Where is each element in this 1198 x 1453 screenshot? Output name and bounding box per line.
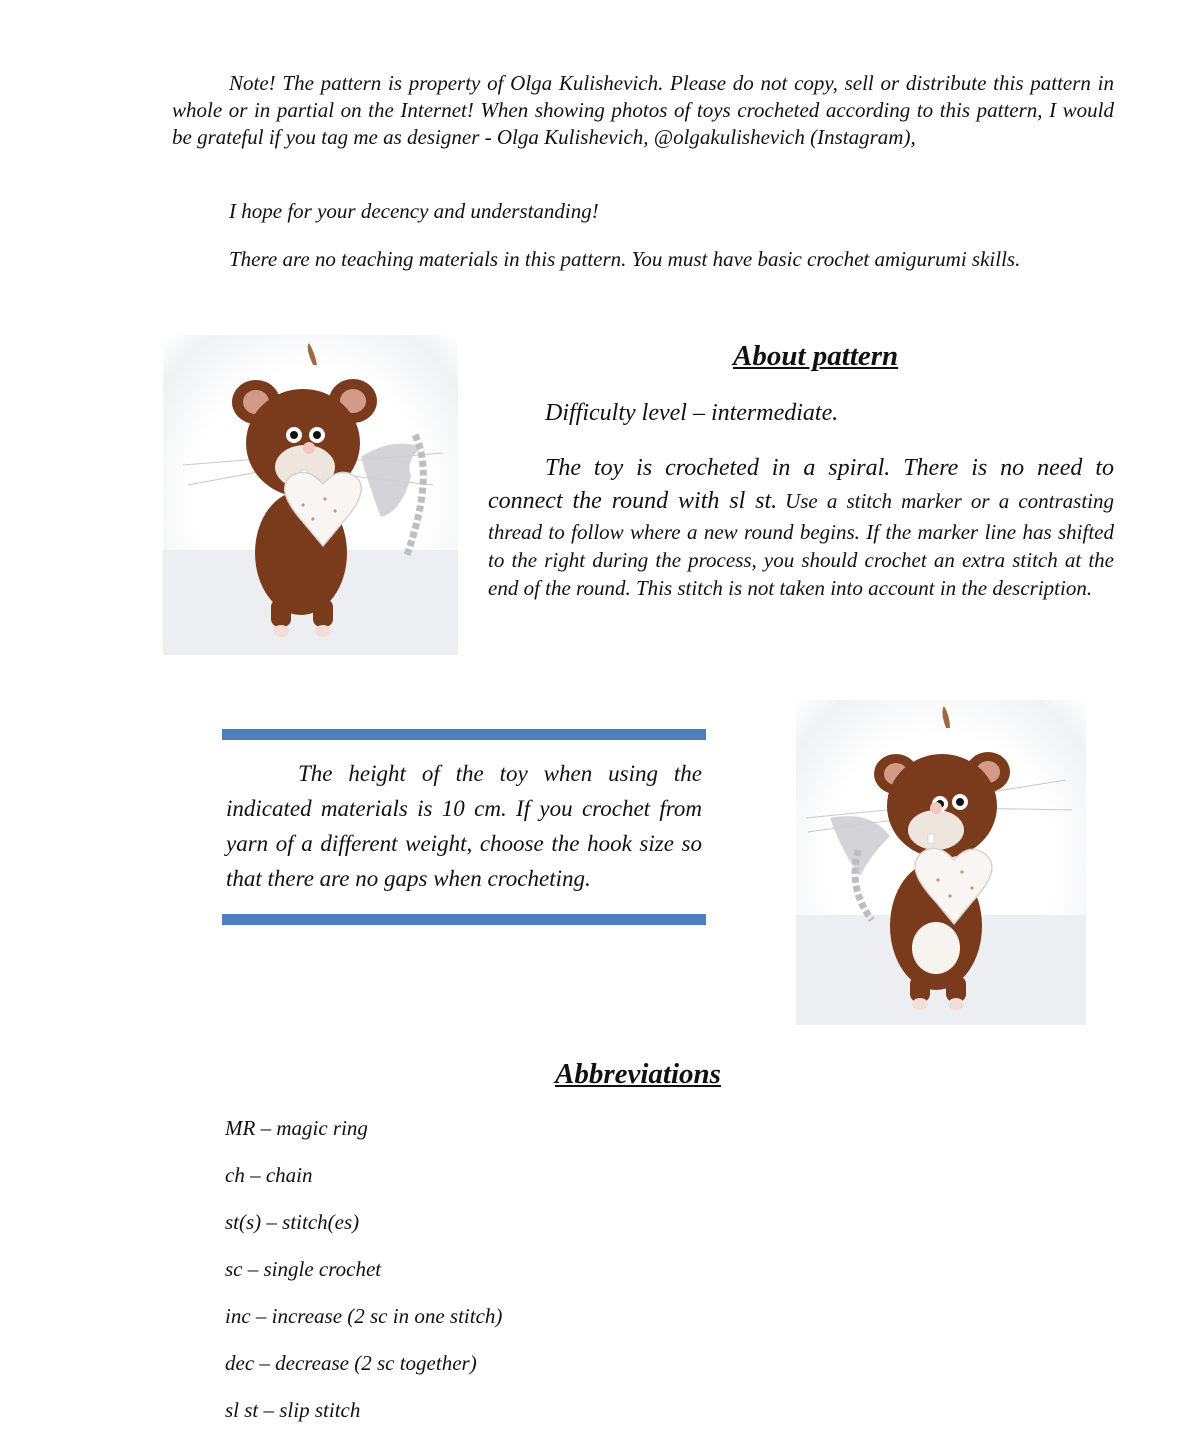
list-item: sc – single crochet: [225, 1257, 382, 1281]
about-pattern-heading: About pattern: [733, 340, 899, 372]
accent-bar-top: [222, 729, 706, 740]
decency-note: I hope for your decency and understanding!: [229, 199, 599, 223]
list-item: inc – increase (2 sc in one stitch): [225, 1304, 503, 1328]
copyright-note: Note! The pattern is property of Olga Kulishevich. Please do not copy, sell or distribute this pattern in whole or in partial on the Internet! When showing photos of toys crocheted according to this pattern, I would be grateful if you tag me as designer - Olga Kulishevich, @olgakulishevich (Instagram),: [172, 71, 1114, 149]
toy-photo-front: [163, 335, 458, 655]
toy-height-note: The height of the toy when using the indicated materials is 10 cm. If you crochet from yarn of a different weight, choose the hook size so that there are no gaps when crocheting.: [226, 761, 702, 891]
accent-bar-bottom: [222, 914, 706, 925]
no-teaching-note: There are no teaching materials in this pattern. You must have basic crochet amigurumi skills.: [229, 247, 1021, 271]
spiral-instructions-rest: Use a stitch marker or a contrasting thread to follow where a new round begins. If the marker line has shifted to the right during the process, you should crochet an extra stitch at the end of the round. This stitch is not taken into account in the description.: [488, 489, 1115, 600]
list-item: sl st – slip stitch: [225, 1398, 361, 1422]
abbreviations-list: [225, 1110, 502, 1439]
difficulty-level: Difficulty level – intermediate.: [545, 400, 839, 426]
toy-photo-side: [796, 700, 1086, 1025]
abbreviations-heading: Abbreviations: [555, 1058, 721, 1090]
list-item: st(s) – stitch(es): [225, 1210, 360, 1234]
list-item: MR – magic ring: [225, 1116, 368, 1140]
list-item: ch – chain: [225, 1163, 313, 1187]
spiral-instructions: [488, 452, 1114, 602]
list-item: dec – decrease (2 sc together): [225, 1351, 477, 1375]
spiral-instructions-lead: The toy is crocheted in a spiral. There is no need to connect the round with sl st.: [488, 455, 1114, 514]
